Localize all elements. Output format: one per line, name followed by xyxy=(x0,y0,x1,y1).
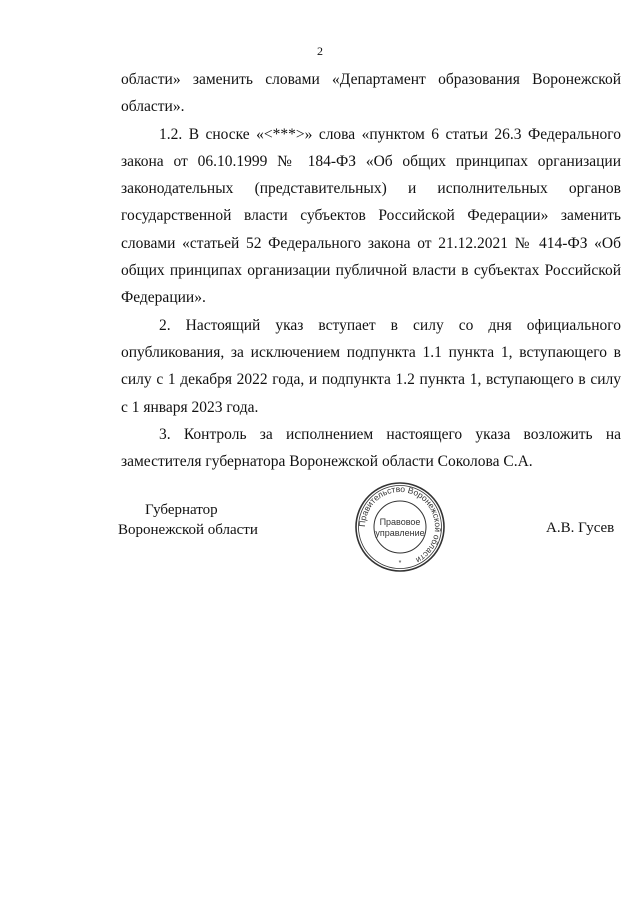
page-number: 2 xyxy=(317,44,323,58)
paragraph-3: 2. Настоящий указ вступает в силу со дня официального опубликования, за исключением подпункта 1.1 пункта 1, вступающего в силу с 1 декабря 2022 года, и подпункта 1.2 пункта 1, вступающего в силу с 1 января 2023 года. xyxy=(121,316,621,416)
stamp-seal-icon xyxy=(354,481,446,573)
stamp-inner-line2: управление xyxy=(375,528,425,538)
stamp-outer-text: Правительство Воронежской области xyxy=(356,483,444,566)
svg-text:*: * xyxy=(398,560,402,567)
document-body xyxy=(121,66,621,475)
signatory-name: А.В. Гусев xyxy=(546,520,615,536)
paragraph-2: 1.2. В сноске «<***>» слова «пунктом 6 статьи 26.3 Федерального закона от 06.10.1999 № 184-ФЗ «Об общих принципах организации законодательных (представительных) и исполнительных органов государственной власти субъектов Российской Федерации» заменить словами «статьей 52 Федерального закона от 21.12.2021 № 414-ФЗ «Об общих принципах организации публичной власти в субъектах Российской Федерации». xyxy=(121,125,621,307)
stamp-inner-line1: Правовое xyxy=(379,517,421,527)
paragraph-4: 3. Контроль за исполнением настоящего указа возложить на заместителя губернатора Воронежской области Соколова С.А. xyxy=(121,425,621,471)
official-stamp xyxy=(354,481,446,578)
paragraph-1: области» заменить словами «Департамент образования Воронежской области». xyxy=(121,71,621,116)
signatory-title xyxy=(118,500,258,540)
signatory-title-line2: Воронежской области xyxy=(118,522,258,538)
signatory-title-line1: Губернатор xyxy=(145,502,218,518)
